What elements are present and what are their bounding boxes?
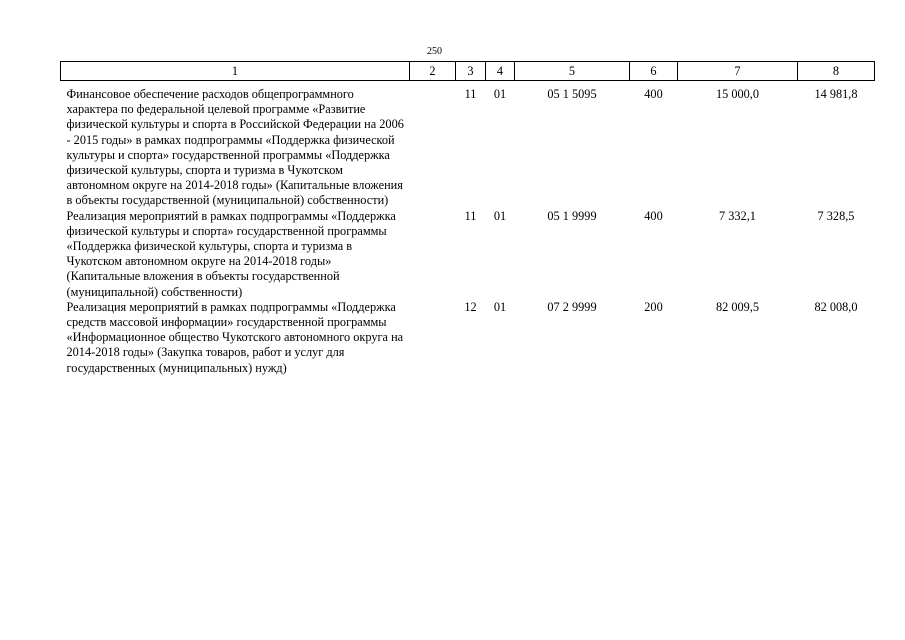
row-col2 [410,81,456,209]
row-expense-type: 200 [644,299,663,314]
row-planned-amount: 82 009,5 [715,299,760,314]
header-col-5: 5 [515,62,630,81]
row-expense-type: 400 [644,87,663,101]
header-col-6: 6 [630,62,678,81]
header-row [61,62,875,81]
row-section: 11 [464,87,477,101]
row-executed-amount: 82 008,0 [814,299,858,314]
row-description: Реализация мероприятий в рамках подпрограммы «Поддержка средств массовой информации» государственной программы «Информационное общество Чукотского автономного округа на 2014-2018 годы» (Закупка товаров, работ и услуг для государственных (муниципальных) нужд) [66,299,404,375]
row-executed-amount: 7 328,5 [817,208,855,223]
header-col-7: 7 [678,62,798,81]
header-col-3: 3 [456,62,486,81]
row-executed-amount: 14 981,8 [814,87,858,101]
row-section: 12 [464,299,477,314]
budget-table [60,61,875,376]
row-subsection: 01 [493,87,507,101]
row-expense-type: 400 [644,208,663,223]
row-col2 [410,300,456,376]
row-subsection: 01 [493,208,507,223]
header-col-2: 2 [410,62,456,81]
row-subsection: 01 [493,299,507,314]
row-planned-amount: 15 000,0 [715,87,760,101]
row-description: Реализация мероприятий в рамках подпрограммы «Поддержка физической культуры и спорта» государственной программы «Поддержка физической культуры, спорта и туризма в Чукотском автономном округе на 2014-2018 годы» (Капитальные вложения в объекты государственной (муниципальной) собственности) [66,208,396,299]
header-col-8: 8 [798,62,875,81]
page-number: 250 [427,46,442,57]
row-target-article: 05 1 9999 [547,208,597,223]
header-col-4: 4 [486,62,515,81]
row-planned-amount: 7 332,1 [719,208,756,223]
row-target-article: 07 2 9999 [547,299,597,314]
row-target-article: 05 1 5095 [547,87,597,101]
row-col2 [410,209,456,300]
table-row [61,81,875,209]
table-row [61,209,875,300]
row-description: Финансовое обеспечение расходов общепрограммного характера по федеральной целевой программе «Развитие физической культуры и спорта в Российской Федерации на 2006 - 2015 годы» в рамках подпрограммы «Поддержка физической культуры и спорта» государственной программы «Поддержка физической культуры, спорта и туризма в Чукотском автономном округе на 2014-2018 годы» (Капитальные вложения в объекты государственной (муниципальной) собственности) [66,87,404,208]
header-col-1: 1 [61,62,410,81]
row-section: 11 [464,208,477,223]
table-row [61,300,875,376]
